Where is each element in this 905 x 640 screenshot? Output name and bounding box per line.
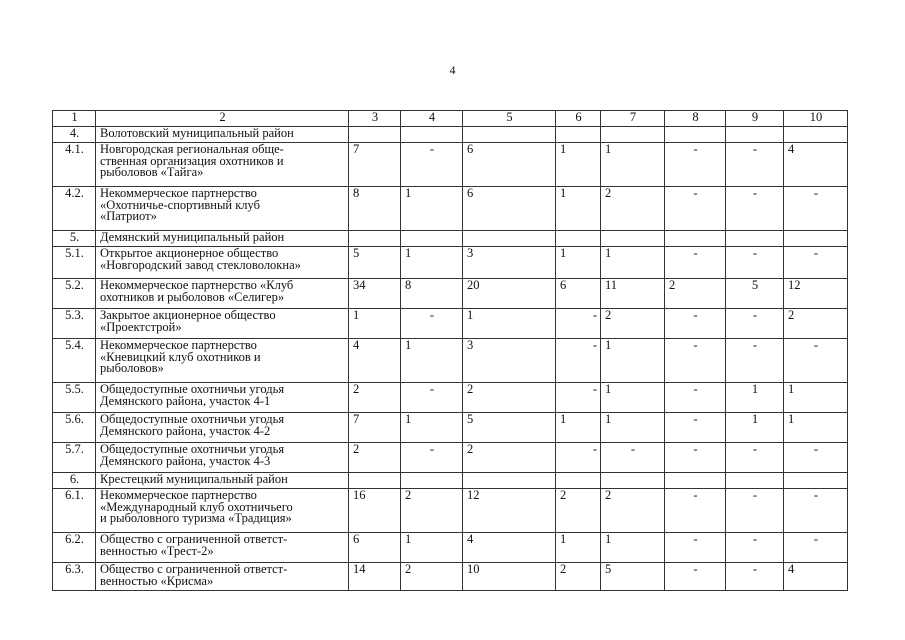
value-cell-col-5: 20: [463, 279, 556, 309]
table-row: [53, 143, 848, 187]
value-cell-col-8: -: [665, 563, 726, 591]
value-cell-col-9: -: [726, 443, 784, 473]
value-cell-col-3: 7: [349, 413, 401, 443]
hunting-grounds-table: [52, 110, 848, 591]
value-cell-col-3: 1: [349, 309, 401, 339]
value-cell-col-8: -: [665, 309, 726, 339]
empty-cell: [349, 231, 401, 247]
value-cell-col-8: 2: [665, 279, 726, 309]
table-row: [53, 339, 848, 383]
empty-cell: [665, 473, 726, 489]
value-cell-col-4: 1: [401, 339, 463, 383]
value-cell-col-7: 1: [601, 383, 665, 413]
empty-cell: [463, 231, 556, 247]
organization-name: Общество с ограниченной ответст- венностью «Крисма»: [96, 563, 349, 591]
row-number: 6.3.: [53, 563, 96, 591]
value-cell-col-7: 1: [601, 143, 665, 187]
district-section-row: [53, 231, 848, 247]
empty-cell: [726, 231, 784, 247]
organization-name: Закрытое акционерное общество «Проектстрой»: [96, 309, 349, 339]
value-cell-col-8: -: [665, 247, 726, 279]
table-row: [53, 533, 848, 563]
value-cell-col-6: -: [556, 443, 601, 473]
value-cell-col-3: 14: [349, 563, 401, 591]
value-cell-col-7: 1: [601, 413, 665, 443]
col-number-cell: 5: [463, 111, 556, 127]
value-cell-col-9: -: [726, 489, 784, 533]
table-row: [53, 489, 848, 533]
value-cell-col-8: -: [665, 339, 726, 383]
organization-name: Некоммерческое партнерство «Международный клуб охотничьего и рыболовного туризма «Традиция»: [96, 489, 349, 533]
value-cell-col-10: 12: [784, 279, 848, 309]
value-cell-col-10: -: [784, 247, 848, 279]
value-cell-col-10: 1: [784, 413, 848, 443]
empty-cell: [784, 127, 848, 143]
value-cell-col-8: -: [665, 443, 726, 473]
row-number: 4.2.: [53, 187, 96, 231]
row-number: 5.6.: [53, 413, 96, 443]
value-cell-col-4: 8: [401, 279, 463, 309]
empty-cell: [726, 127, 784, 143]
value-cell-col-5: 10: [463, 563, 556, 591]
value-cell-col-9: 1: [726, 383, 784, 413]
organization-name: Новгородская региональная обще- ственная организация охотников и рыболовов «Тайга»: [96, 143, 349, 187]
value-cell-col-4: -: [401, 443, 463, 473]
empty-cell: [401, 231, 463, 247]
organization-name: Общедоступные охотничьи угодья Демянского района, участок 4-3: [96, 443, 349, 473]
row-number: 4.1.: [53, 143, 96, 187]
row-number: 5.7.: [53, 443, 96, 473]
value-cell-col-4: -: [401, 383, 463, 413]
value-cell-col-4: 2: [401, 563, 463, 591]
row-number: 5.1.: [53, 247, 96, 279]
row-number: 6.2.: [53, 533, 96, 563]
value-cell-col-3: 16: [349, 489, 401, 533]
value-cell-col-4: 1: [401, 533, 463, 563]
value-cell-col-7: 2: [601, 309, 665, 339]
value-cell-col-3: 7: [349, 143, 401, 187]
empty-cell: [556, 231, 601, 247]
value-cell-col-7: 1: [601, 247, 665, 279]
table-row: [53, 279, 848, 309]
value-cell-col-6: -: [556, 339, 601, 383]
value-cell-col-10: 1: [784, 383, 848, 413]
section-number: 6.: [53, 473, 96, 489]
value-cell-col-4: 1: [401, 413, 463, 443]
empty-cell: [349, 473, 401, 489]
empty-cell: [601, 473, 665, 489]
column-number-row: [53, 111, 848, 127]
row-number: 5.3.: [53, 309, 96, 339]
value-cell-col-5: 1: [463, 309, 556, 339]
value-cell-col-4: 1: [401, 247, 463, 279]
district-section-row: [53, 473, 848, 489]
col-number-cell: 2: [96, 111, 349, 127]
value-cell-col-9: -: [726, 563, 784, 591]
table-row: [53, 383, 848, 413]
value-cell-col-7: 2: [601, 489, 665, 533]
table-row: [53, 413, 848, 443]
empty-cell: [401, 127, 463, 143]
page-number: 4: [449, 63, 456, 77]
value-cell-col-6: 2: [556, 489, 601, 533]
organization-name: Общедоступные охотничьи угодья Демянского района, участок 4-1: [96, 383, 349, 413]
value-cell-col-9: -: [726, 339, 784, 383]
table-row: [53, 187, 848, 231]
organization-name: Общедоступные охотничьи угодья Демянского района, участок 4-2: [96, 413, 349, 443]
value-cell-col-10: 2: [784, 309, 848, 339]
value-cell-col-9: -: [726, 533, 784, 563]
value-cell-col-5: 3: [463, 247, 556, 279]
table-row: [53, 309, 848, 339]
value-cell-col-3: 5: [349, 247, 401, 279]
empty-cell: [463, 127, 556, 143]
value-cell-col-7: -: [601, 443, 665, 473]
value-cell-col-7: 1: [601, 339, 665, 383]
value-cell-col-6: 6: [556, 279, 601, 309]
value-cell-col-6: 1: [556, 533, 601, 563]
value-cell-col-5: 2: [463, 383, 556, 413]
table-row: [53, 563, 848, 591]
value-cell-col-5: 6: [463, 187, 556, 231]
empty-cell: [601, 231, 665, 247]
section-number: 4.: [53, 127, 96, 143]
value-cell-col-9: -: [726, 247, 784, 279]
organization-name: Некоммерческое партнерство «Охотничье-спортивный клуб «Патриот»: [96, 187, 349, 231]
value-cell-col-3: 34: [349, 279, 401, 309]
value-cell-col-8: -: [665, 489, 726, 533]
organization-name: Открытое акционерное общество «Новгородский завод стекловолокна»: [96, 247, 349, 279]
district-section-row: [53, 127, 848, 143]
value-cell-col-6: 1: [556, 187, 601, 231]
organization-name: Некоммерческое партнерство «Кневицкий клуб охотников и рыболовов»: [96, 339, 349, 383]
value-cell-col-6: 2: [556, 563, 601, 591]
value-cell-col-4: -: [401, 309, 463, 339]
empty-cell: [726, 473, 784, 489]
value-cell-col-7: 1: [601, 533, 665, 563]
district-name: Крестецкий муниципальный район: [96, 473, 349, 489]
value-cell-col-4: -: [401, 143, 463, 187]
col-number-cell: 3: [349, 111, 401, 127]
empty-cell: [556, 473, 601, 489]
value-cell-col-9: 1: [726, 413, 784, 443]
row-number: 5.2.: [53, 279, 96, 309]
empty-cell: [665, 231, 726, 247]
section-number: 5.: [53, 231, 96, 247]
row-number: 6.1.: [53, 489, 96, 533]
value-cell-col-8: -: [665, 383, 726, 413]
empty-cell: [601, 127, 665, 143]
table-row: [53, 247, 848, 279]
value-cell-col-10: -: [784, 489, 848, 533]
empty-cell: [784, 473, 848, 489]
empty-cell: [401, 473, 463, 489]
value-cell-col-10: 4: [784, 143, 848, 187]
district-name: Демянский муниципальный район: [96, 231, 349, 247]
value-cell-col-10: -: [784, 187, 848, 231]
value-cell-col-5: 12: [463, 489, 556, 533]
value-cell-col-6: 1: [556, 143, 601, 187]
value-cell-col-8: -: [665, 413, 726, 443]
value-cell-col-9: -: [726, 309, 784, 339]
value-cell-col-3: 2: [349, 443, 401, 473]
value-cell-col-9: -: [726, 187, 784, 231]
organization-name: Некоммерческое партнерство «Клуб охотников и рыболовов «Селигер»: [96, 279, 349, 309]
value-cell-col-5: 4: [463, 533, 556, 563]
table-row: [53, 443, 848, 473]
empty-cell: [784, 231, 848, 247]
value-cell-col-6: -: [556, 309, 601, 339]
value-cell-col-3: 2: [349, 383, 401, 413]
value-cell-col-6: 1: [556, 247, 601, 279]
value-cell-col-9: -: [726, 143, 784, 187]
empty-cell: [349, 127, 401, 143]
value-cell-col-7: 11: [601, 279, 665, 309]
empty-cell: [665, 127, 726, 143]
value-cell-col-8: -: [665, 533, 726, 563]
value-cell-col-4: 2: [401, 489, 463, 533]
empty-cell: [556, 127, 601, 143]
col-number-cell: 6: [556, 111, 601, 127]
value-cell-col-10: 4: [784, 563, 848, 591]
value-cell-col-10: -: [784, 443, 848, 473]
value-cell-col-6: -: [556, 383, 601, 413]
value-cell-col-7: 5: [601, 563, 665, 591]
value-cell-col-8: -: [665, 187, 726, 231]
value-cell-col-3: 6: [349, 533, 401, 563]
district-name: Волотовский муниципальный район: [96, 127, 349, 143]
value-cell-col-10: -: [784, 339, 848, 383]
value-cell-col-3: 4: [349, 339, 401, 383]
col-number-cell: 8: [665, 111, 726, 127]
row-number: 5.4.: [53, 339, 96, 383]
value-cell-col-3: 8: [349, 187, 401, 231]
col-number-cell: 1: [53, 111, 96, 127]
value-cell-col-4: 1: [401, 187, 463, 231]
value-cell-col-7: 2: [601, 187, 665, 231]
col-number-cell: 9: [726, 111, 784, 127]
value-cell-col-9: 5: [726, 279, 784, 309]
row-number: 5.5.: [53, 383, 96, 413]
organization-name: Общество с ограниченной ответст- венностью «Трест-2»: [96, 533, 349, 563]
value-cell-col-5: 2: [463, 443, 556, 473]
col-number-cell: 4: [401, 111, 463, 127]
col-number-cell: 7: [601, 111, 665, 127]
value-cell-col-8: -: [665, 143, 726, 187]
value-cell-col-10: -: [784, 533, 848, 563]
col-number-cell: 10: [784, 111, 848, 127]
value-cell-col-5: 5: [463, 413, 556, 443]
value-cell-col-5: 3: [463, 339, 556, 383]
value-cell-col-6: 1: [556, 413, 601, 443]
value-cell-col-5: 6: [463, 143, 556, 187]
empty-cell: [463, 473, 556, 489]
